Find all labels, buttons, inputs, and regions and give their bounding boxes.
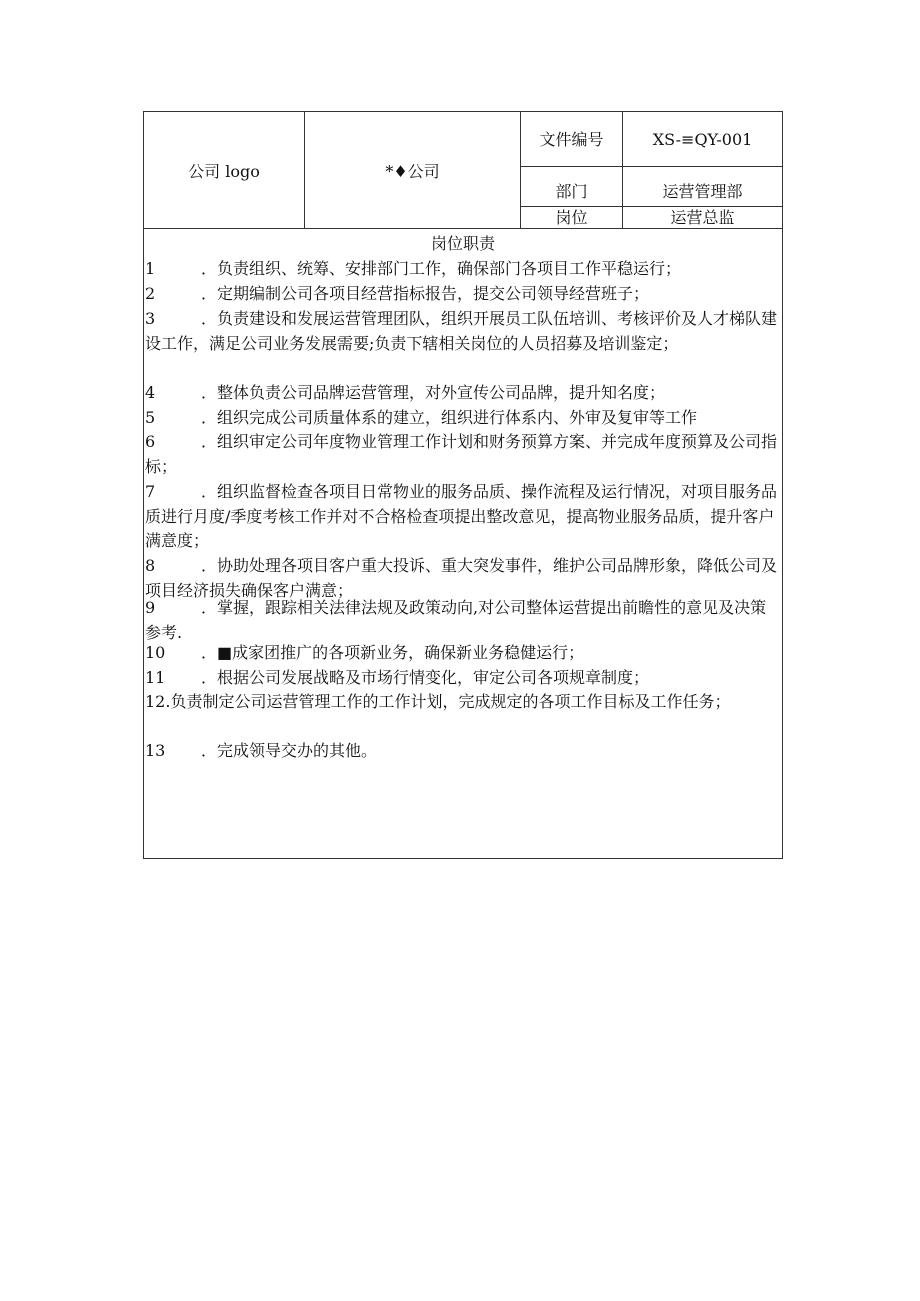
item-text: ．■成家团推广的各项新业务，确保新业务稳健运行； xyxy=(201,643,585,662)
company-logo-placeholder: 公司 logo xyxy=(188,162,260,181)
item-number: 3 xyxy=(145,309,156,328)
position-value: 运营总监 xyxy=(670,208,735,227)
section-title: 岗位职责 xyxy=(430,234,495,253)
item-text: ．根据公司发展战略及市场行情变化，审定公司各项规章制度； xyxy=(201,668,650,687)
list-item xyxy=(145,690,781,715)
company-name: *♦公司 xyxy=(385,162,440,181)
item-text: ．整体负责公司品牌运营管理，对外宣传公司品牌，提升知名度； xyxy=(201,383,666,402)
item-number: 13 xyxy=(145,741,166,760)
item-number: 10 xyxy=(145,643,166,662)
list-item xyxy=(145,381,781,406)
divider xyxy=(520,166,782,167)
item-text: ．掌握，跟踪相关法律法规及政策动向,对公司整体运营提出前瞻性的意见及决策参考. xyxy=(145,598,767,642)
item-number: 1 xyxy=(145,259,156,278)
item-text: 负责制定公司运营管理工作的工作计划，完成规定的各项工作目标及工作任务； xyxy=(170,692,731,711)
item-number: 5 xyxy=(145,408,156,427)
item-number: 4 xyxy=(145,383,156,402)
item-text: ．协助处理各项目客户重大投诉、重大突发事件，维护公司品牌形象，降低公司及项目经济损失确保客户满意； xyxy=(145,556,778,600)
item-text: ．完成领导交办的其他。 xyxy=(201,741,378,760)
list-item xyxy=(145,282,781,307)
item-number: 7 xyxy=(145,482,156,501)
list-item xyxy=(145,406,781,431)
item-number: 2 xyxy=(145,284,156,303)
department-value: 运营管理部 xyxy=(662,182,743,201)
item-text: ．定期编制公司各项目经营指标报告，提交公司领导经营班子； xyxy=(201,284,650,303)
item-text: ．组织审定公司年度物业管理工作计划和财务预算方案、并完成年度预算及公司指标； xyxy=(145,432,778,476)
list-item xyxy=(145,641,781,666)
job-description-document xyxy=(143,111,783,859)
list-item xyxy=(145,430,781,479)
list-item xyxy=(145,666,781,691)
list-item xyxy=(145,257,781,282)
item-number: 6 xyxy=(145,432,156,451)
item-number: 9 xyxy=(145,598,156,617)
list-item xyxy=(145,596,781,645)
item-text: ．负责建设和发展运营管理团队，组织开展员工队伍培训、考核评价及人才梯队建设工作，满足公司业务发展需要;负责下辖相关岗位的人员招募及培训鉴定； xyxy=(145,309,778,353)
item-number: 11 xyxy=(145,668,166,687)
item-text: ．组织监督检查各项目日常物业的服务品质、操作流程及运行情况，对项目服务品质进行月度/季度考核工作并对不合格检查项提出整改意见，提高物业服务品质，提升客户满意度； xyxy=(145,482,778,550)
item-number: 8 xyxy=(145,556,156,575)
file-number-value: XS-≡QY-001 xyxy=(652,130,753,149)
item-text: ．负责组织、统筹、安排部门工作，确保部门各项目工作平稳运行； xyxy=(201,259,682,278)
position-label: 岗位 xyxy=(555,208,588,227)
item-number: 12. xyxy=(145,692,171,711)
list-item xyxy=(145,739,781,764)
list-item xyxy=(145,307,781,356)
file-number-label: 文件编号 xyxy=(539,130,604,149)
document-header-table xyxy=(144,112,782,229)
item-text: ．组织完成公司质量体系的建立，组织进行体系内、外审及复审等工作 xyxy=(201,408,698,427)
list-item xyxy=(145,480,781,554)
department-label: 部门 xyxy=(555,182,588,201)
divider xyxy=(520,206,782,207)
